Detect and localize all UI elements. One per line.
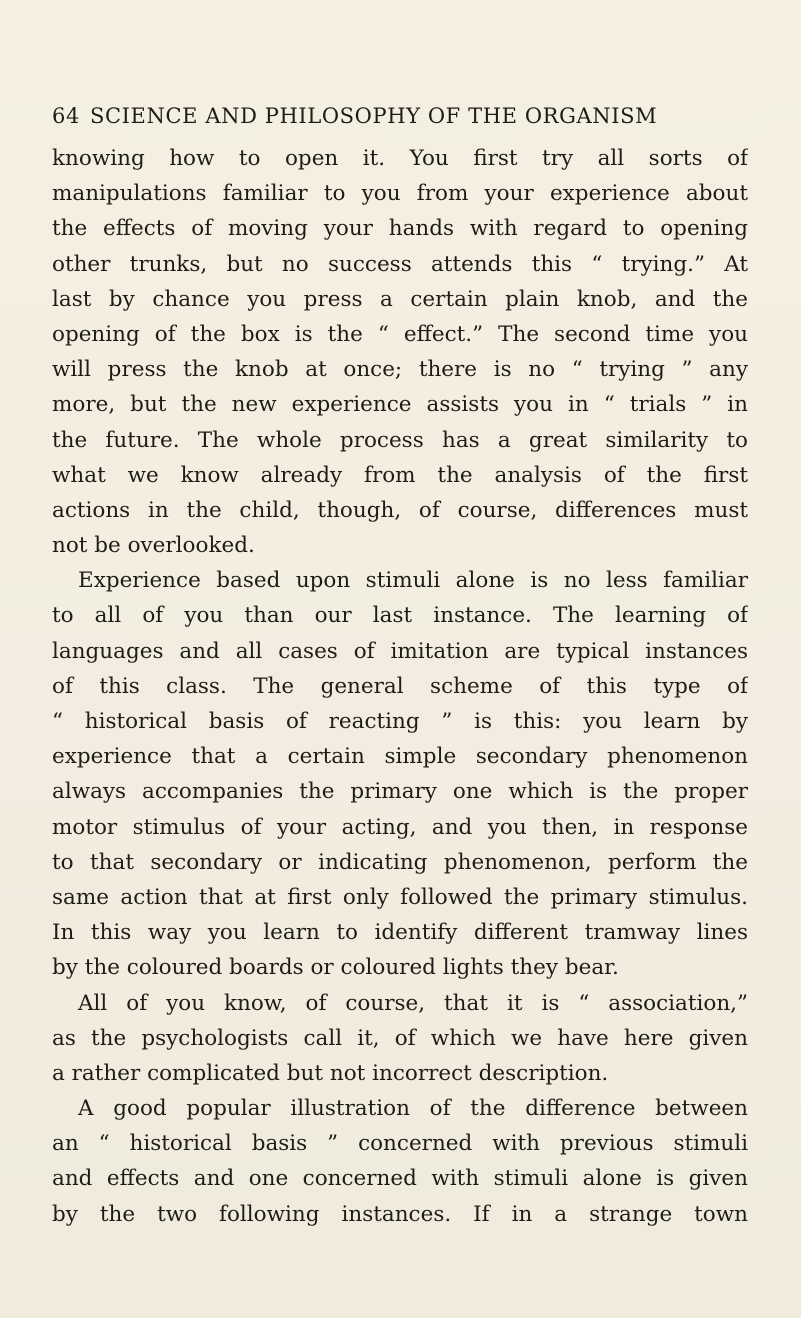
running-head [52, 104, 749, 134]
text-line: last by chance you press a certain plain knob, and the [52, 286, 748, 312]
text-line: other trunks, but no success attends this “ trying.” At [52, 251, 748, 277]
text-line: motor stimulus of your acting, and you then, in response [52, 814, 748, 840]
text-line: manipulations familiar to you from your experience about [52, 181, 748, 207]
text-line: “ historical basis of reacting ” is this: you learn by [52, 709, 748, 734]
paragraph-start-line: A good popular illustration of the difference between [78, 1096, 748, 1122]
text-line: an “ historical basis ” concerned with previous stimuli [52, 1131, 748, 1157]
text-line: opening of the box is the “ effect.” The second time you [52, 321, 748, 347]
page-number: 64 [52, 104, 80, 128]
body-text [52, 141, 748, 1232]
text-line: the effects of moving your hands with regard to opening [52, 216, 748, 242]
paragraph-end-line: by the coloured boards or coloured lights they bear. [52, 955, 619, 981]
text-line: languages and all cases of imitation are typical instances [52, 638, 748, 664]
paragraph-end-line: a rather complicated but not incorrect description. [52, 1060, 609, 1086]
paragraph-start-line: All of you know, of course, that it is “ association,” [78, 990, 748, 1016]
text-line: same action that at first only followed the primary stimulus. [52, 884, 748, 910]
text-line: knowing how to open it. You first try all sorts of [52, 146, 748, 171]
text-line: will press the knob at once; there is no “ trying ” any [52, 357, 748, 383]
text-line: and effects and one concerned with stimuli alone is given [52, 1166, 748, 1192]
text-line: In this way you learn to identify different tramway lines [52, 920, 748, 946]
text-line: always accompanies the primary one which is the proper [52, 779, 748, 805]
text-line: actions in the child, though, of course, differences must [52, 497, 748, 523]
text-line: as the psychologists call it, of which we have here given [52, 1025, 748, 1051]
text-line: the future. The whole process has a great similarity to [52, 427, 748, 453]
paragraph-start-line: Experience based upon stimuli alone is no less familiar [78, 568, 748, 594]
text-line: to that secondary or indicating phenomenon, perform the [52, 849, 748, 875]
running-title: SCIENCE AND PHILOSOPHY OF THE ORGANISM [90, 104, 658, 128]
text-line: more, but the new experience assists you in “ trials ” in [52, 392, 748, 418]
text-line: what we know already from the analysis of the first [52, 462, 748, 488]
text-line: experience that a certain simple secondary phenomenon [52, 744, 748, 770]
paragraph-end-line: not be overlooked. [52, 533, 255, 559]
text-line: by the two following instances. If in a strange town [52, 1201, 748, 1227]
text-line: to all of you than our last instance. The learning of [52, 603, 748, 629]
text-line: of this class. The general scheme of this type of [52, 673, 748, 699]
